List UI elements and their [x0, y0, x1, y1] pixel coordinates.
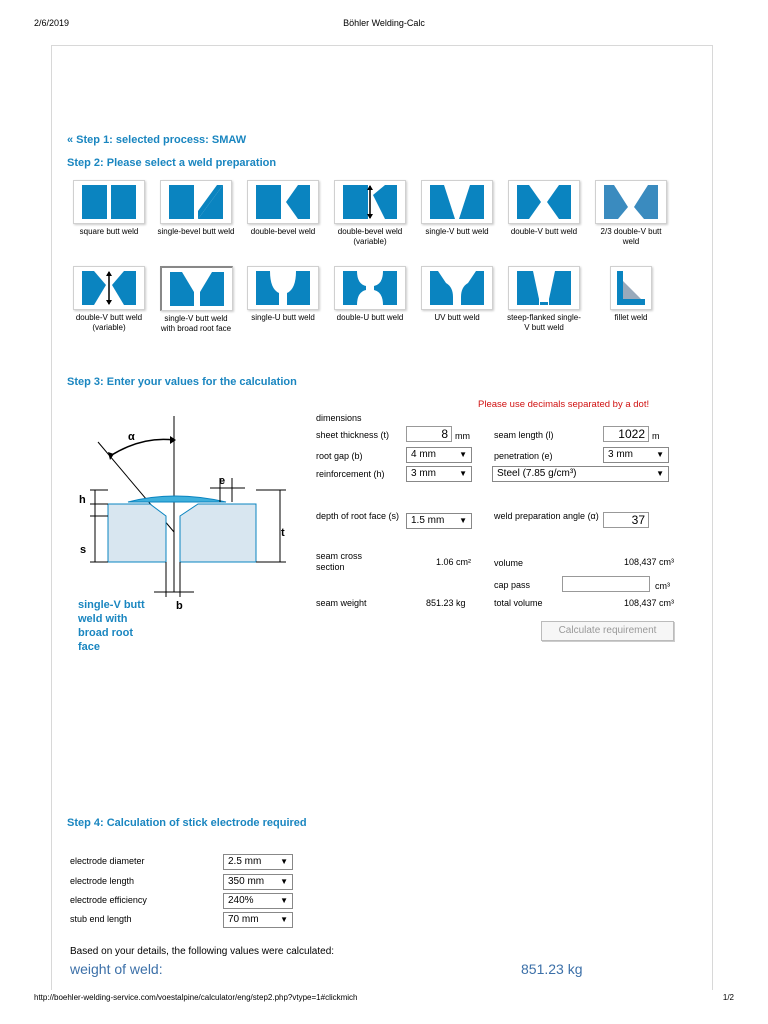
electrode-efficiency-value: 240%	[228, 895, 254, 906]
dimensions-heading: dimensions	[316, 413, 362, 423]
weld-tile-double-bevel[interactable]	[244, 180, 322, 237]
weight-of-weld-value: 851.23 kg	[521, 961, 583, 977]
depth-root-face-label: depth of root face (s)	[316, 511, 400, 521]
alpha-label: α	[128, 431, 135, 443]
diagram-caption: single-V butt weld with broad root face	[78, 599, 145, 653]
print-header	[0, 18, 768, 32]
tile-label: double-V butt weld	[510, 227, 578, 236]
weld-tile-single-v[interactable]	[418, 180, 496, 237]
uv-butt-weld-icon	[421, 266, 493, 310]
calculate-requirement-button[interactable]: Calculate requirement	[541, 621, 674, 641]
electrode-length-label: electrode length	[70, 876, 135, 886]
weld-angle-input[interactable]: 37	[603, 512, 649, 528]
material-select[interactable]	[492, 466, 669, 482]
two-thirds-double-v-weld-icon	[595, 180, 667, 224]
weld-tile-steep-flanked[interactable]	[505, 266, 583, 333]
electrode-diameter-label: electrode diameter	[70, 856, 145, 866]
single-v-broad-root-weld-icon	[160, 266, 233, 311]
weld-tile-single-v-broad-root[interactable]	[157, 266, 235, 334]
cap-pass-input[interactable]	[562, 576, 650, 592]
sheet-thickness-input[interactable]: 8	[406, 426, 452, 442]
volume-label: volume	[494, 558, 524, 568]
double-u-weld-icon	[334, 266, 406, 310]
depth-root-face-value: 1.5 mm	[411, 515, 445, 526]
single-v-weld-icon	[421, 180, 493, 224]
t-label: t	[281, 527, 285, 539]
reinforcement-label: reinforcement (h)	[316, 469, 385, 479]
weld-tile-single-u[interactable]	[244, 266, 322, 323]
tile-label: fillet weld	[614, 313, 648, 322]
print-url: http://boehler-welding-service.com/voestalpine/calculator/eng/step2.php?vtype=1#clickmich	[34, 993, 358, 1002]
sheet-thickness-unit: mm	[455, 431, 470, 441]
electrode-efficiency-label: electrode efficiency	[70, 895, 147, 905]
cap-pass-label: cap pass	[494, 580, 531, 590]
electrode-diameter-value: 2.5 mm	[228, 856, 262, 867]
tile-label: single-V butt weld	[425, 227, 489, 236]
seam-length-label: seam length (l)	[494, 430, 554, 440]
penetration-value: 3 mm	[608, 449, 633, 460]
step4-heading: Step 4: Calculation of stick electrode required	[67, 817, 307, 829]
stub-end-length-select[interactable]	[223, 912, 293, 928]
sheet-thickness-label: sheet thickness (t)	[316, 430, 390, 440]
depth-root-face-select[interactable]	[406, 513, 472, 529]
chevron-down-icon: ▼	[656, 450, 664, 459]
weld-tile-single-bevel[interactable]	[157, 180, 235, 237]
chevron-down-icon: ▼	[459, 450, 467, 459]
single-bevel-weld-icon	[160, 180, 232, 224]
stub-end-length-value: 70 mm	[228, 914, 259, 925]
tile-label: UV butt weld	[434, 313, 480, 322]
step2-heading: Step 2: Please select a weld preparation	[67, 157, 277, 169]
s-label: s	[80, 544, 87, 556]
double-bevel-weld-icon	[247, 180, 319, 224]
tile-label: square butt weld	[79, 227, 139, 236]
total-volume-label: total volume	[494, 598, 543, 608]
b-label: b	[176, 600, 183, 612]
seam-cross-label: seam cross section	[316, 551, 363, 572]
decimal-warning: Please use decimals separated by a dot!	[478, 399, 650, 410]
tile-label: single-V butt weld with broad root face	[160, 314, 232, 333]
tile-label: double-bevel weld (variable)	[337, 227, 403, 246]
root-gap-value: 4 mm	[411, 449, 436, 460]
weld-tile-double-v-variable[interactable]	[70, 266, 148, 333]
tile-label: single-U butt weld	[251, 313, 315, 322]
weld-tile-2-3-double-v[interactable]	[592, 180, 670, 247]
tile-label: double-V butt weld (variable)	[75, 313, 143, 332]
steep-flanked-weld-icon	[508, 266, 580, 310]
electrode-length-select[interactable]	[223, 874, 293, 890]
electrode-length-value: 350 mm	[228, 876, 265, 887]
weld-tile-double-bevel-variable[interactable]	[331, 180, 409, 247]
weld-cross-section-diagram	[70, 412, 300, 612]
weld-tile-uv[interactable]	[418, 266, 496, 323]
print-date: 2/6/2019	[34, 18, 70, 28]
results-intro: Based on your details, the following values were calculated:	[70, 946, 335, 957]
reinforcement-select[interactable]	[406, 466, 472, 482]
step3-heading: Step 3: Enter your values for the calculation	[67, 376, 297, 388]
double-v-weld-icon	[508, 180, 580, 224]
chevron-down-icon: ▼	[280, 915, 288, 924]
weight-of-weld-label: weight of weld:	[70, 961, 163, 977]
chevron-down-icon: ▼	[459, 469, 467, 478]
step1-link[interactable]: « Step 1: selected process: SMAW	[67, 134, 247, 146]
weld-angle-label: weld preparation angle (α)	[494, 511, 599, 521]
print-title: Böhler Welding-Calc	[343, 18, 425, 28]
tile-label: single-bevel butt weld	[157, 227, 235, 236]
weld-tile-fillet[interactable]	[592, 266, 670, 323]
chevron-down-icon: ▼	[280, 857, 288, 866]
tile-label: 2/3 double-V butt weld	[600, 227, 662, 246]
tile-label: double-U butt weld	[336, 313, 404, 322]
chevron-down-icon: ▼	[656, 469, 664, 478]
cap-pass-unit: cm³	[655, 581, 670, 591]
electrode-diameter-select[interactable]	[223, 854, 293, 870]
weld-tile-double-v[interactable]	[505, 180, 583, 237]
stub-end-length-label: stub end length	[70, 914, 132, 924]
chevron-down-icon: ▼	[459, 516, 467, 525]
tile-label: double-bevel weld	[250, 227, 316, 236]
chevron-down-icon: ▼	[280, 877, 288, 886]
seam-length-input[interactable]: 1022	[603, 426, 649, 442]
tile-label: steep-flanked single-V butt weld	[507, 313, 581, 332]
chevron-down-icon: ▼	[280, 896, 288, 905]
seam-length-unit: m	[652, 431, 660, 441]
seam-weight-label: seam weight	[316, 598, 367, 608]
weld-tile-double-u[interactable]	[331, 266, 409, 323]
seam-cross-value: 1.06 cm²	[436, 557, 472, 567]
penetration-label: penetration (e)	[494, 451, 553, 461]
material-value: Steel (7.85 g/cm³)	[497, 468, 577, 479]
print-page-number: 1/2	[722, 993, 734, 1002]
fillet-weld-icon	[610, 266, 652, 310]
seam-weight-value: 851.23 kg	[426, 598, 466, 608]
double-bevel-variable-weld-icon	[334, 180, 406, 224]
square-butt-weld-icon	[73, 180, 145, 224]
root-gap-select[interactable]	[406, 447, 472, 463]
e-label: e	[219, 475, 226, 487]
electrode-efficiency-select[interactable]	[223, 893, 293, 909]
root-gap-label: root gap (b)	[316, 451, 363, 461]
total-volume-value: 108,437 cm³	[623, 598, 674, 608]
double-v-variable-weld-icon	[73, 266, 145, 310]
h-label: h	[79, 494, 86, 506]
penetration-select[interactable]	[603, 447, 669, 463]
single-u-weld-icon	[247, 266, 319, 310]
weld-tile-square-butt[interactable]	[70, 180, 148, 237]
reinforcement-value: 3 mm	[411, 468, 436, 479]
volume-value: 108,437 cm³	[623, 557, 674, 567]
